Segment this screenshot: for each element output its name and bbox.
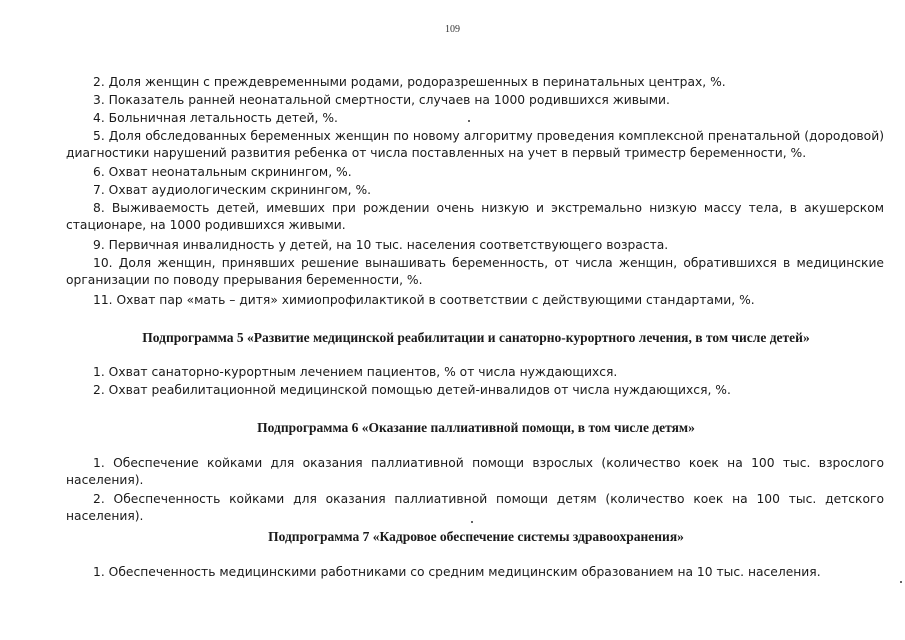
subprogram-5-title: Подпрограмма 5 «Развитие медицинской реабилитации и санаторно-курортного лечения, в том числе детей»	[142, 330, 810, 345]
scan-speck	[900, 581, 902, 583]
list-item-2: 2. Доля женщин с преждевременными родами, родоразрешенных в перинатальных центрах, %.	[93, 75, 726, 89]
scan-speck	[471, 521, 473, 523]
subprogram-5-item-1: 1. Охват санаторно-курортным лечением пациентов, % от числа нуждающихся.	[93, 365, 618, 379]
subprogram-6-title: Подпрограмма 6 «Оказание паллиативной помощи, в том числе детям»	[257, 420, 695, 435]
subprogram-6-item-2: 2. Обеспеченность койками для оказания паллиативной помощи детям (количество коек на 100 тыс. детского населения).	[66, 492, 884, 523]
list-item-9: 9. Первичная инвалидность у детей, на 10 тыс. населения соответствующего возраста.	[93, 238, 669, 252]
list-item-3: 3. Показатель ранней неонатальной смертности, случаев на 1000 родившихся живыми.	[93, 93, 670, 107]
list-item-10: 10. Доля женщин, принявших решение вынашивать беременность, от числа женщин, обратившихся в медицинские организации по поводу прерывания беременности, %.	[66, 256, 884, 287]
subprogram-6-item-1: 1. Обеспечение койками для оказания паллиативной помощи взрослых (количество коек на 100 тыс. взрослого населения).	[66, 456, 884, 487]
list-item-11: 11. Охват пар «мать – дитя» химиопрофилактикой в соответствии с действующими стандартами, %.	[93, 293, 755, 307]
scan-speck	[468, 120, 470, 122]
subprogram-7-title: Подпрограмма 7 «Кадровое обеспечение системы здравоохранения»	[268, 529, 684, 544]
list-item-5: 5. Доля обследованных беременных женщин по новому алгоритму проведения комплексной пренатальной (дородовой) диагностики нарушений развития ребенка от числа поставленных на учет в первый триместр беременности, %.	[66, 129, 884, 160]
subprogram-7-item-1: 1. Обеспеченность медицинскими работниками со средним медицинским образованием на 10 тыс. населения.	[93, 565, 821, 579]
list-item-4: 4. Больничная летальность детей, %.	[93, 111, 338, 125]
list-item-6: 6. Охват неонатальным скринингом, %.	[93, 165, 352, 179]
list-item-7: 7. Охват аудиологическим скринингом, %.	[93, 183, 372, 197]
page-number: 109	[445, 24, 460, 35]
subprogram-5-item-2: 2. Охват реабилитационной медицинской помощью детей-инвалидов от числа нуждающихся, %.	[93, 383, 731, 397]
list-item-8: 8. Выживаемость детей, имевших при рождении очень низкую и экстремально низкую массу тела, в акушерском стационаре, на 1000 родившихся живыми.	[66, 201, 884, 232]
